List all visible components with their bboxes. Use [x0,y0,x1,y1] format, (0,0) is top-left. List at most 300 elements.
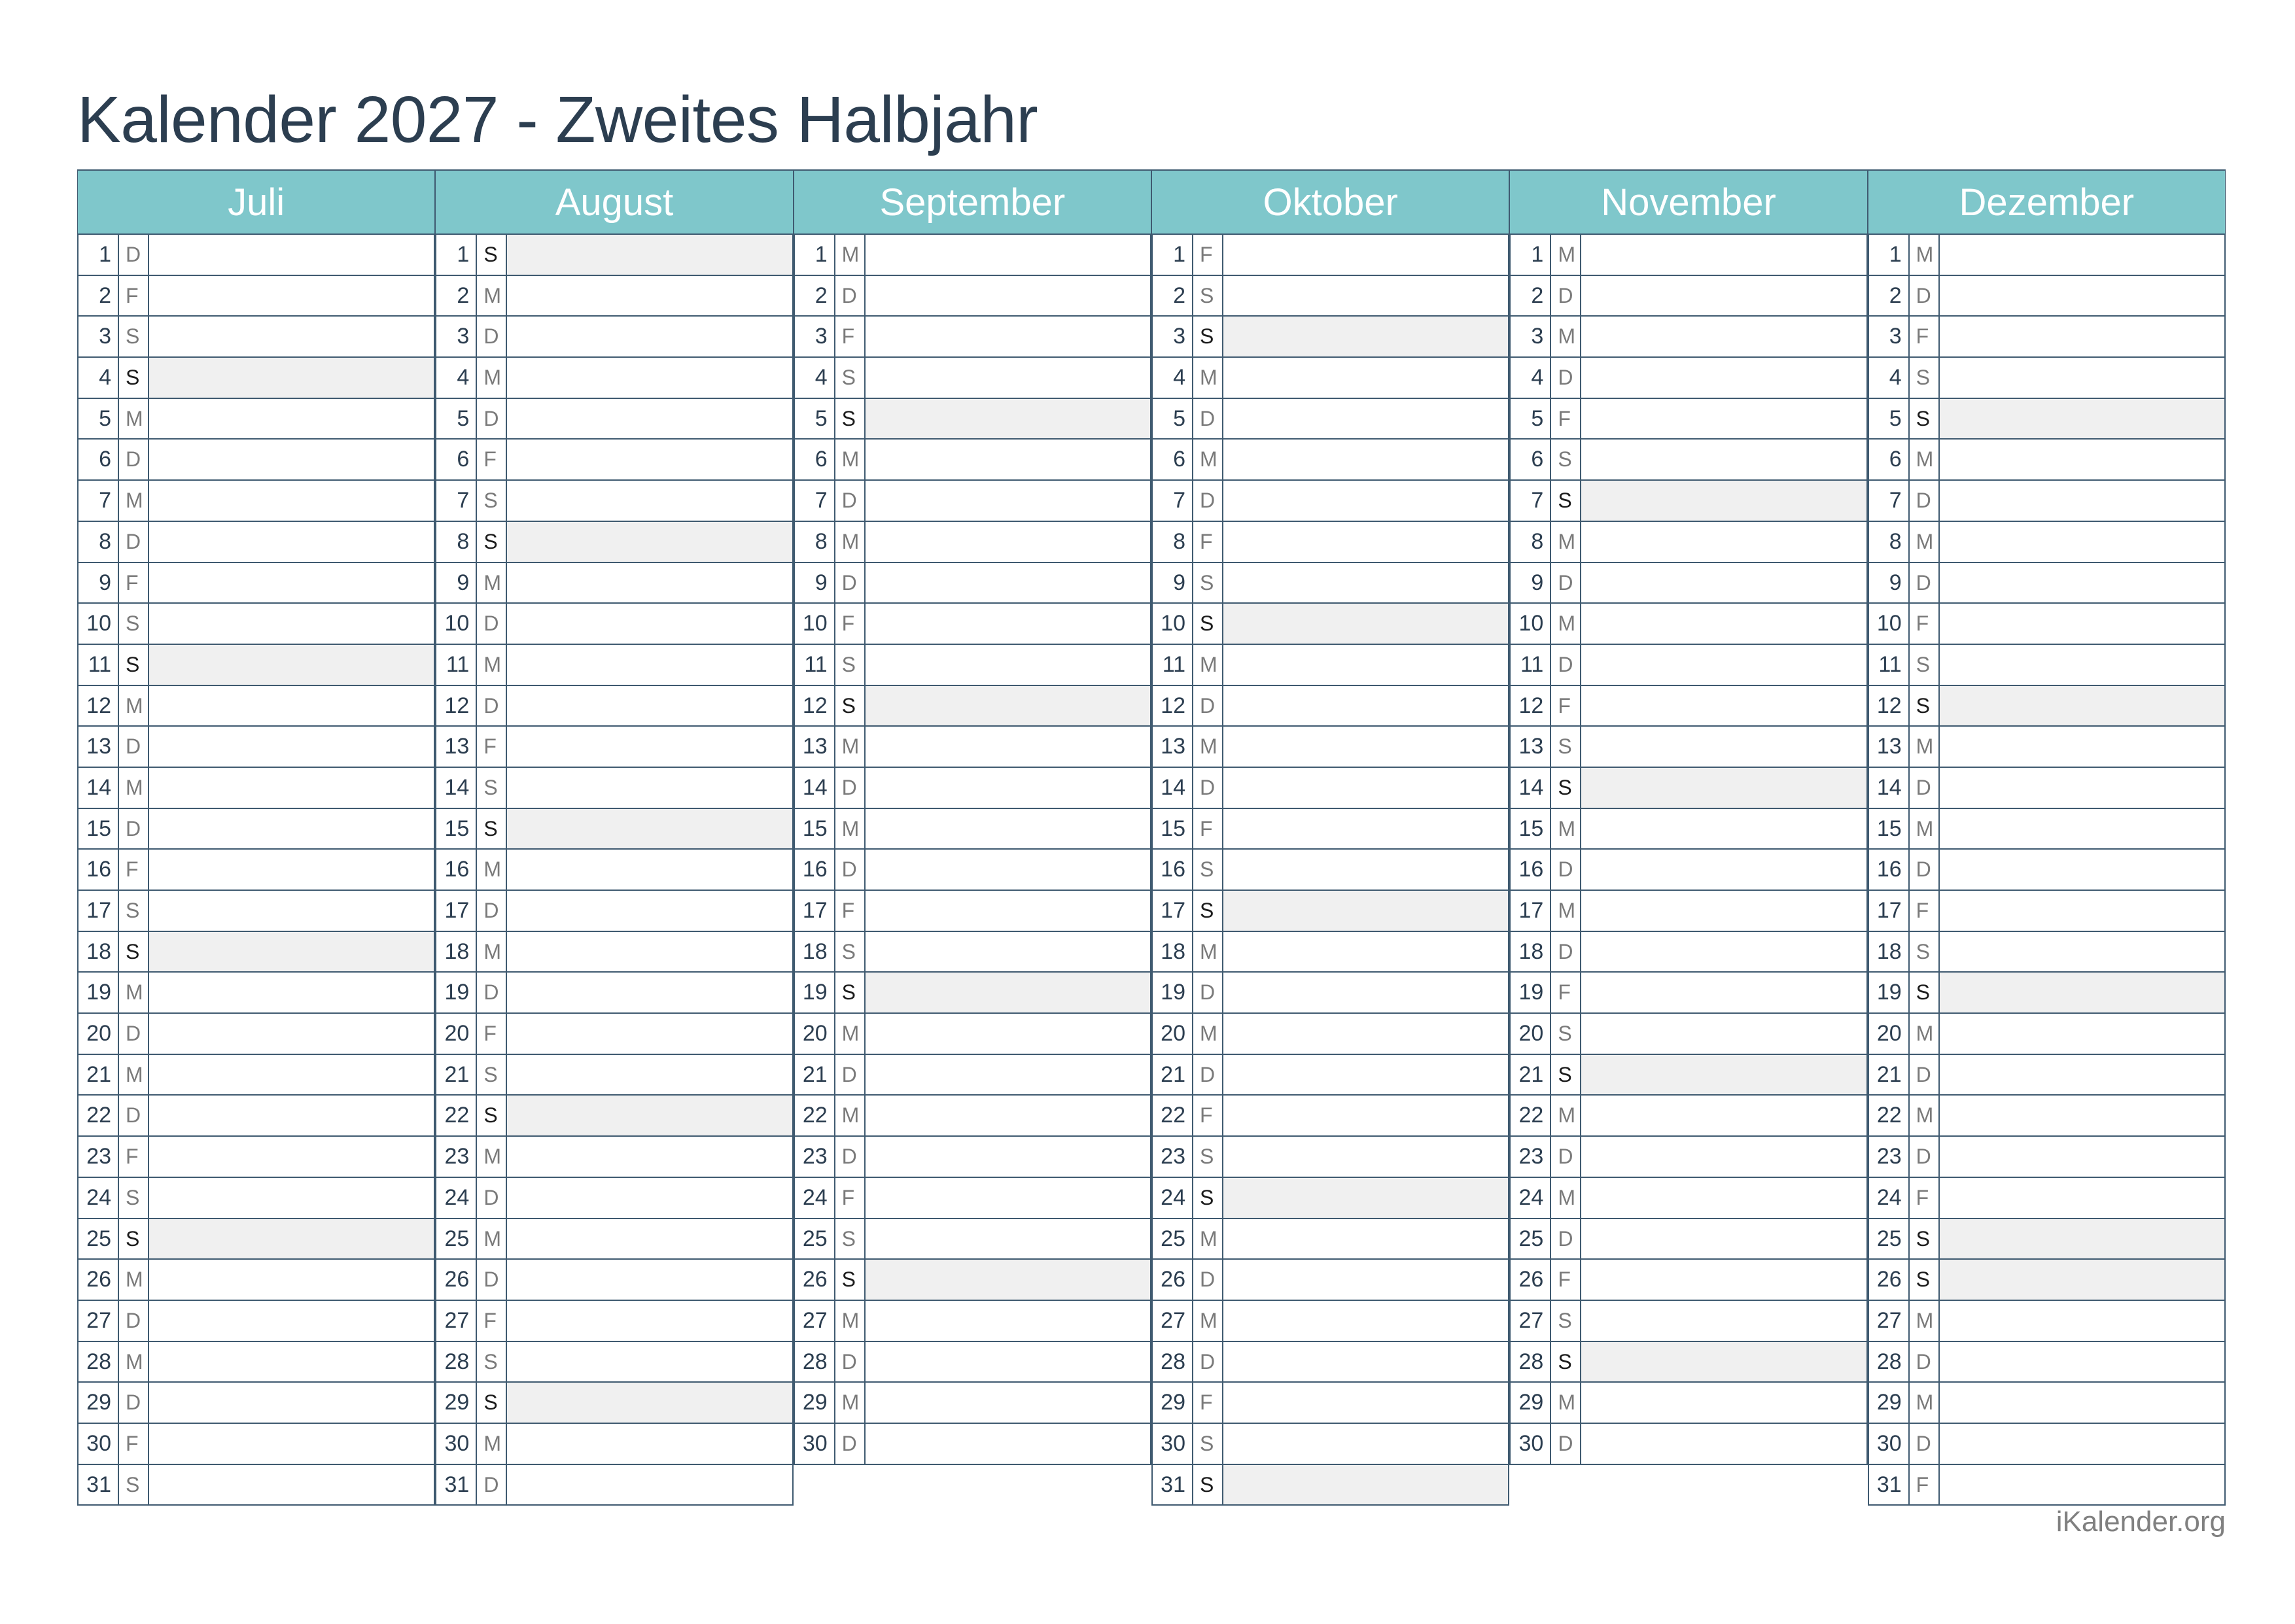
day-row[interactable] [77,809,435,850]
day-row[interactable] [435,850,793,891]
note-cell[interactable] [866,1055,1150,1095]
day-row[interactable] [1868,850,2226,891]
note-cell[interactable] [1581,1096,1866,1135]
day-row[interactable] [794,645,1151,686]
day-row[interactable] [1868,1178,2226,1219]
note-cell[interactable] [149,1342,434,1382]
day-row[interactable] [794,399,1151,440]
note-cell[interactable] [866,358,1150,398]
day-row[interactable] [1509,481,1867,522]
note-cell[interactable] [866,235,1150,275]
note-cell[interactable] [866,1096,1150,1135]
day-row[interactable] [1151,1219,1509,1260]
day-row[interactable] [77,645,435,686]
day-row[interactable] [794,358,1151,399]
day-row[interactable] [77,1055,435,1096]
day-row[interactable] [1509,1178,1867,1219]
note-cell[interactable] [866,686,1150,726]
day-row[interactable] [1868,1055,2226,1096]
day-row[interactable] [77,440,435,481]
day-row[interactable] [1868,1137,2226,1178]
day-row[interactable] [1868,358,2226,399]
day-row[interactable] [435,1219,793,1260]
note-cell[interactable] [149,1096,434,1135]
day-row[interactable] [77,932,435,973]
note-cell[interactable] [1581,358,1866,398]
note-cell[interactable] [1223,1424,1508,1464]
note-cell[interactable] [866,399,1150,439]
day-row[interactable] [77,850,435,891]
day-row[interactable] [794,1055,1151,1096]
day-row[interactable] [1151,1301,1509,1342]
note-cell[interactable] [149,1301,434,1341]
day-row[interactable] [794,1178,1151,1219]
day-row[interactable] [1868,932,2226,973]
note-cell[interactable] [149,1137,434,1177]
day-row[interactable] [1509,768,1867,809]
note-cell[interactable] [149,645,434,685]
day-row[interactable] [1151,1465,1509,1506]
note-cell[interactable] [1940,1260,2224,1300]
note-cell[interactable] [1581,850,1866,890]
note-cell[interactable] [1940,1014,2224,1054]
day-row[interactable] [1151,1055,1509,1096]
note-cell[interactable] [1223,1383,1508,1423]
note-cell[interactable] [1223,563,1508,603]
note-cell[interactable] [866,522,1150,562]
day-row[interactable] [1868,727,2226,768]
day-row[interactable] [1868,276,2226,317]
day-row[interactable] [1868,317,2226,358]
note-cell[interactable] [1940,645,2224,685]
day-row[interactable] [1151,727,1509,768]
note-cell[interactable] [866,1178,1150,1218]
day-row[interactable] [1868,1465,2226,1506]
day-row[interactable] [1868,1260,2226,1301]
day-row[interactable] [1509,235,1867,276]
note-cell[interactable] [149,235,434,275]
day-row[interactable] [1509,522,1867,563]
day-row[interactable] [435,358,793,399]
note-cell[interactable] [1223,932,1508,972]
day-row[interactable] [435,317,793,358]
day-row[interactable] [1868,1219,2226,1260]
note-cell[interactable] [866,932,1150,972]
day-row[interactable] [77,1219,435,1260]
note-cell[interactable] [1940,563,2224,603]
note-cell[interactable] [866,850,1150,890]
day-row[interactable] [1151,481,1509,522]
note-cell[interactable] [507,604,792,644]
note-cell[interactable] [866,440,1150,479]
note-cell[interactable] [149,1465,434,1505]
note-cell[interactable] [507,1301,792,1341]
day-row[interactable] [77,317,435,358]
note-cell[interactable] [1940,850,2224,890]
note-cell[interactable] [507,1096,792,1135]
day-row[interactable] [1151,604,1509,645]
note-cell[interactable] [1223,1014,1508,1054]
day-row[interactable] [1151,522,1509,563]
day-row[interactable] [1868,1424,2226,1465]
note-cell[interactable] [1223,850,1508,890]
note-cell[interactable] [149,1014,434,1054]
note-cell[interactable] [1223,1055,1508,1095]
note-cell[interactable] [1940,481,2224,521]
day-row[interactable] [794,686,1151,727]
note-cell[interactable] [866,1342,1150,1382]
note-cell[interactable] [507,891,792,931]
note-cell[interactable] [866,1424,1150,1464]
day-row[interactable] [77,358,435,399]
note-cell[interactable] [1223,1465,1508,1505]
note-cell[interactable] [507,317,792,356]
note-cell[interactable] [149,850,434,890]
note-cell[interactable] [1940,1055,2224,1095]
note-cell[interactable] [866,1260,1150,1300]
day-row[interactable] [1509,932,1867,973]
note-cell[interactable] [1223,727,1508,767]
day-row[interactable] [1868,891,2226,932]
day-row[interactable] [1868,399,2226,440]
note-cell[interactable] [149,1424,434,1464]
note-cell[interactable] [1940,727,2224,767]
note-cell[interactable] [507,686,792,726]
day-row[interactable] [1509,399,1867,440]
note-cell[interactable] [149,1219,434,1259]
day-row[interactable] [1509,604,1867,645]
note-cell[interactable] [1581,317,1866,356]
note-cell[interactable] [149,973,434,1012]
note-cell[interactable] [507,1055,792,1095]
day-row[interactable] [794,317,1151,358]
note-cell[interactable] [149,727,434,767]
note-cell[interactable] [1223,1219,1508,1259]
note-cell[interactable] [507,1014,792,1054]
day-row[interactable] [1151,1137,1509,1178]
day-row[interactable] [1509,317,1867,358]
note-cell[interactable] [507,1383,792,1423]
note-cell[interactable] [1940,1342,2224,1382]
note-cell[interactable] [1581,973,1866,1012]
note-cell[interactable] [1940,1219,2224,1259]
note-cell[interactable] [1940,276,2224,316]
note-cell[interactable] [1940,768,2224,808]
note-cell[interactable] [1223,1342,1508,1382]
day-row[interactable] [1151,973,1509,1014]
day-row[interactable] [1151,1342,1509,1383]
note-cell[interactable] [1223,440,1508,479]
note-cell[interactable] [1223,481,1508,521]
day-row[interactable] [794,481,1151,522]
note-cell[interactable] [1581,1301,1866,1341]
day-row[interactable] [1868,645,2226,686]
note-cell[interactable] [1223,645,1508,685]
note-cell[interactable] [149,481,434,521]
day-row[interactable] [1868,235,2226,276]
note-cell[interactable] [1581,235,1866,275]
day-row[interactable] [77,235,435,276]
note-cell[interactable] [1940,358,2224,398]
note-cell[interactable] [866,645,1150,685]
day-row[interactable] [1868,768,2226,809]
day-row[interactable] [1509,1014,1867,1055]
day-row[interactable] [1151,235,1509,276]
day-row[interactable] [1868,563,2226,604]
day-row[interactable] [1509,440,1867,481]
day-row[interactable] [77,276,435,317]
note-cell[interactable] [149,932,434,972]
note-cell[interactable] [1581,399,1866,439]
note-cell[interactable] [507,235,792,275]
day-row[interactable] [435,727,793,768]
note-cell[interactable] [1223,604,1508,644]
note-cell[interactable] [507,563,792,603]
note-cell[interactable] [866,973,1150,1012]
day-row[interactable] [1151,1424,1509,1465]
day-row[interactable] [794,850,1151,891]
day-row[interactable] [435,1465,793,1506]
day-row[interactable] [794,1096,1151,1137]
day-row[interactable] [77,1137,435,1178]
note-cell[interactable] [866,276,1150,316]
note-cell[interactable] [149,1260,434,1300]
day-row[interactable] [794,1137,1151,1178]
day-row[interactable] [1151,399,1509,440]
note-cell[interactable] [149,399,434,439]
day-row[interactable] [1509,358,1867,399]
day-row[interactable] [1151,1178,1509,1219]
day-row[interactable] [1868,1096,2226,1137]
note-cell[interactable] [507,522,792,562]
day-row[interactable] [77,973,435,1014]
day-row[interactable] [435,809,793,850]
note-cell[interactable] [507,1260,792,1300]
note-cell[interactable] [866,604,1150,644]
day-row[interactable] [1151,1383,1509,1424]
day-row[interactable] [1509,1383,1867,1424]
note-cell[interactable] [1940,1301,2224,1341]
note-cell[interactable] [507,1219,792,1259]
note-cell[interactable] [1581,645,1866,685]
day-row[interactable] [1151,809,1509,850]
day-row[interactable] [794,1014,1151,1055]
note-cell[interactable] [507,645,792,685]
note-cell[interactable] [866,317,1150,356]
note-cell[interactable] [149,522,434,562]
note-cell[interactable] [1223,1178,1508,1218]
note-cell[interactable] [1581,1014,1866,1054]
note-cell[interactable] [1940,1465,2224,1505]
note-cell[interactable] [507,973,792,1012]
day-row[interactable] [1509,809,1867,850]
note-cell[interactable] [1581,768,1866,808]
day-row[interactable] [794,891,1151,932]
day-row[interactable] [1868,481,2226,522]
day-row[interactable] [77,1014,435,1055]
note-cell[interactable] [1940,932,2224,972]
day-row[interactable] [1509,891,1867,932]
day-row[interactable] [1509,563,1867,604]
day-row[interactable] [435,522,793,563]
note-cell[interactable] [507,358,792,398]
day-row[interactable] [77,1424,435,1465]
day-row[interactable] [1509,1260,1867,1301]
day-row[interactable] [1868,1383,2226,1424]
day-row[interactable] [1509,727,1867,768]
day-row[interactable] [1509,1424,1867,1465]
note-cell[interactable] [1940,440,2224,479]
day-row[interactable] [77,604,435,645]
note-cell[interactable] [1581,1219,1866,1259]
note-cell[interactable] [1581,1137,1866,1177]
day-row[interactable] [435,1383,793,1424]
note-cell[interactable] [1940,604,2224,644]
day-row[interactable] [794,1383,1151,1424]
note-cell[interactable] [1223,317,1508,356]
day-row[interactable] [794,522,1151,563]
day-row[interactable] [77,891,435,932]
day-row[interactable] [77,1465,435,1506]
day-row[interactable] [794,604,1151,645]
day-row[interactable] [794,563,1151,604]
day-row[interactable] [1151,932,1509,973]
day-row[interactable] [1509,1096,1867,1137]
day-row[interactable] [794,1219,1151,1260]
day-row[interactable] [1151,276,1509,317]
note-cell[interactable] [866,1383,1150,1423]
note-cell[interactable] [507,932,792,972]
day-row[interactable] [1868,809,2226,850]
note-cell[interactable] [507,727,792,767]
day-row[interactable] [1868,1301,2226,1342]
note-cell[interactable] [507,276,792,316]
note-cell[interactable] [507,399,792,439]
note-cell[interactable] [1581,891,1866,931]
day-row[interactable] [435,891,793,932]
day-row[interactable] [77,727,435,768]
day-row[interactable] [1509,645,1867,686]
note-cell[interactable] [1581,522,1866,562]
day-row[interactable] [435,1014,793,1055]
note-cell[interactable] [1223,1260,1508,1300]
note-cell[interactable] [1581,1055,1866,1095]
day-row[interactable] [1151,850,1509,891]
note-cell[interactable] [149,1383,434,1423]
note-cell[interactable] [149,358,434,398]
day-row[interactable] [794,1342,1151,1383]
day-row[interactable] [1151,686,1509,727]
day-row[interactable] [794,932,1151,973]
note-cell[interactable] [866,1219,1150,1259]
note-cell[interactable] [1940,891,2224,931]
note-cell[interactable] [507,481,792,521]
day-row[interactable] [77,1096,435,1137]
note-cell[interactable] [1223,522,1508,562]
note-cell[interactable] [1223,768,1508,808]
note-cell[interactable] [1223,399,1508,439]
day-row[interactable] [1151,768,1509,809]
note-cell[interactable] [1223,1137,1508,1177]
day-row[interactable] [1151,645,1509,686]
note-cell[interactable] [1940,686,2224,726]
day-row[interactable] [435,481,793,522]
note-cell[interactable] [1223,358,1508,398]
note-cell[interactable] [149,686,434,726]
note-cell[interactable] [149,768,434,808]
note-cell[interactable] [1223,235,1508,275]
day-row[interactable] [435,1178,793,1219]
note-cell[interactable] [1581,727,1866,767]
day-row[interactable] [435,645,793,686]
note-cell[interactable] [1940,522,2224,562]
day-row[interactable] [1509,1137,1867,1178]
note-cell[interactable] [507,1342,792,1382]
day-row[interactable] [77,1301,435,1342]
note-cell[interactable] [507,1424,792,1464]
day-row[interactable] [435,1424,793,1465]
day-row[interactable] [1509,1301,1867,1342]
day-row[interactable] [435,686,793,727]
note-cell[interactable] [1581,276,1866,316]
day-row[interactable] [435,1055,793,1096]
note-cell[interactable] [866,768,1150,808]
note-cell[interactable] [507,440,792,479]
note-cell[interactable] [1223,891,1508,931]
note-cell[interactable] [1223,1096,1508,1135]
day-row[interactable] [435,932,793,973]
note-cell[interactable] [507,809,792,849]
note-cell[interactable] [1940,809,2224,849]
day-row[interactable] [794,1260,1151,1301]
day-row[interactable] [435,399,793,440]
day-row[interactable] [794,235,1151,276]
day-row[interactable] [1509,276,1867,317]
day-row[interactable] [77,1260,435,1301]
day-row[interactable] [77,563,435,604]
day-row[interactable] [77,1178,435,1219]
note-cell[interactable] [1581,1260,1866,1300]
note-cell[interactable] [1223,276,1508,316]
day-row[interactable] [794,973,1151,1014]
day-row[interactable] [794,1301,1151,1342]
day-row[interactable] [435,604,793,645]
day-row[interactable] [1509,686,1867,727]
day-row[interactable] [435,440,793,481]
day-row[interactable] [1868,1014,2226,1055]
note-cell[interactable] [1581,604,1866,644]
note-cell[interactable] [866,1137,1150,1177]
day-row[interactable] [1509,1055,1867,1096]
note-cell[interactable] [1581,686,1866,726]
day-row[interactable] [1868,522,2226,563]
note-cell[interactable] [1940,1178,2224,1218]
day-row[interactable] [435,1260,793,1301]
day-row[interactable] [1509,1219,1867,1260]
note-cell[interactable] [866,809,1150,849]
note-cell[interactable] [149,1178,434,1218]
day-row[interactable] [435,1096,793,1137]
note-cell[interactable] [866,1301,1150,1341]
day-row[interactable] [77,768,435,809]
note-cell[interactable] [1223,1301,1508,1341]
note-cell[interactable] [866,563,1150,603]
day-row[interactable] [1151,358,1509,399]
day-row[interactable] [794,727,1151,768]
note-cell[interactable] [1940,1383,2224,1423]
note-cell[interactable] [1223,809,1508,849]
note-cell[interactable] [149,563,434,603]
